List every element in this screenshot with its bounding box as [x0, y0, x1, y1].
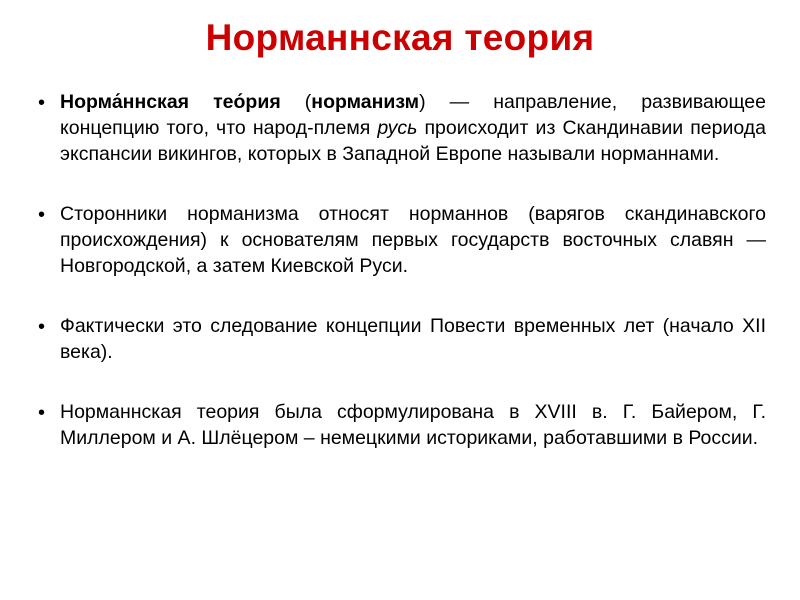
bullet-text-definition	[60, 89, 766, 167]
list-item	[38, 313, 766, 365]
bullet-text-authors: Норманнская теория была сформулирована в XVIII в. Г. Байером, Г. Миллером и А. Шлёцером – немецкими историками, работавшими в России.	[60, 400, 766, 449]
definition-part-2: происходит из Скандинавии периода экспансии викингов, которых в Западной Европе называли норманнами.	[60, 116, 767, 165]
definition-part-1: ) — направление, развивающее концепцию того, что народ-племя	[60, 90, 766, 139]
bullet-marker-icon: •	[38, 203, 46, 226]
list-item	[38, 399, 766, 451]
bullet-marker-icon: •	[38, 91, 46, 114]
paren-open: (	[280, 90, 312, 113]
bullet-text-supporters: Сторонники норманизма относят норманнов (варягов скандинавского происхождения) к основателям первых государств восточных славян — Новгородской, а затем Киевской Руси.	[60, 202, 766, 277]
bullet-text-chronicle: Фактически это следование концепции Повести временных лет (начало XII века).	[60, 314, 766, 363]
term-normanizm: норманизм	[311, 90, 420, 113]
page-title: Норманнская теория	[205, 17, 595, 58]
term-normannskaya-teoriya: Норма́ннская тео́рия	[60, 90, 281, 113]
list-item	[38, 201, 766, 279]
list-item	[38, 89, 766, 167]
bullet-marker-icon: •	[38, 315, 46, 338]
slide-body	[0, 59, 800, 451]
term-rus: русь	[377, 116, 418, 139]
bullet-marker-icon: •	[38, 401, 46, 424]
